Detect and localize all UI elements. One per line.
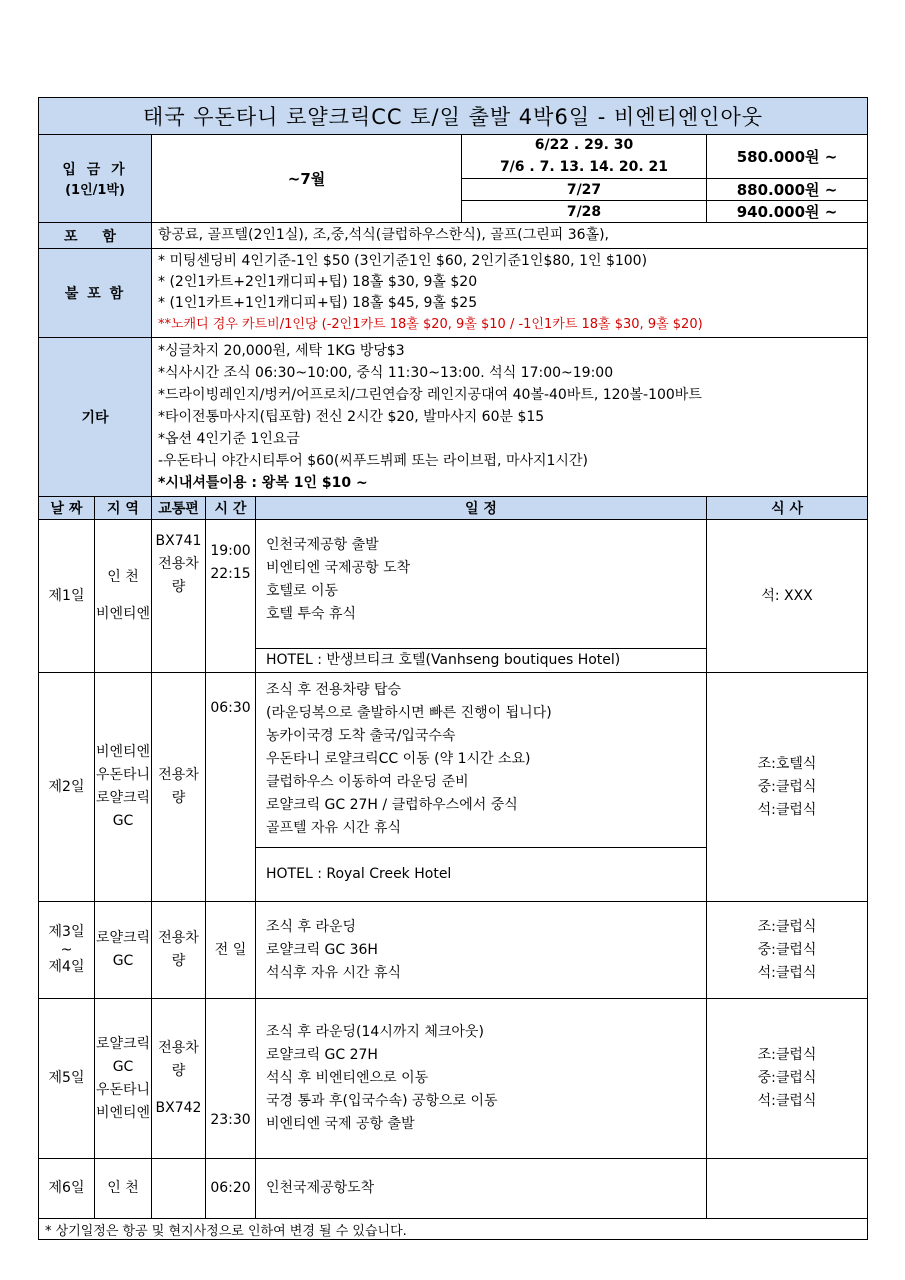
day2-date: 제2일: [39, 673, 95, 902]
day5-times: [206, 999, 256, 1159]
etc-line: *싱글차지 20,000원, 세탁 1KG 방당$3: [158, 343, 405, 359]
date-line: ~: [60, 942, 73, 958]
transport-line: BX741: [155, 533, 202, 549]
price-dates-1b: 7/6 . 7. 13. 14. 20. 21: [462, 157, 707, 179]
exclude-text: [152, 249, 868, 338]
price-label-sub: (1인/1박): [65, 183, 125, 198]
meal-line: 석:클럽식: [757, 1093, 817, 1109]
day1-times: [206, 520, 256, 673]
day2-hotel: HOTEL : Royal Creek Hotel: [256, 848, 707, 902]
region-line: GC: [112, 953, 134, 969]
region-line: 비엔티엔: [95, 606, 151, 622]
region-line: 로얄크릭: [95, 1035, 151, 1052]
time-line: 06:30: [210, 700, 251, 716]
transport-line: 량: [171, 790, 186, 806]
day3-meal: [707, 902, 868, 999]
price-dates-1: [462, 135, 707, 157]
transport-line: 전용차: [158, 930, 199, 946]
etc-line: *타이전통마사지(팁포함) 전신 2시간 $20, 발마사지 60분 $15: [158, 409, 545, 425]
schedule-item: 조식 후 라운딩(14시까지 체크아웃): [266, 1024, 484, 1040]
region-line: 우돈타니: [95, 1081, 151, 1098]
day3-transport: [152, 902, 206, 999]
itinerary-sheet: [38, 97, 867, 1240]
day3-items: [256, 902, 707, 999]
day2-meal: [707, 673, 868, 902]
day5-items: [256, 999, 707, 1159]
schedule-item: 조식 후 라운딩: [266, 918, 357, 935]
meal-line: 조:클럽식: [757, 1047, 817, 1063]
day5-transport: [152, 999, 206, 1159]
day6-date: 제6일: [39, 1159, 95, 1219]
day1-date: 제1일: [39, 520, 95, 673]
region-line: 로얄크릭: [95, 930, 151, 946]
region-line: 비엔티엔: [95, 1104, 151, 1121]
col-time: 시 간: [206, 497, 256, 520]
schedule-item: 농카이국경 도착 출국/입국수속: [266, 728, 456, 744]
time-line: 22:15: [210, 566, 251, 582]
day6-meal: [707, 1159, 868, 1219]
price-label-main: 입 금 가: [62, 162, 128, 178]
meal-line: 중:클럽식: [757, 941, 817, 958]
day2-transport: [152, 673, 206, 902]
col-date: 날 짜: [39, 497, 95, 520]
etc-line: *드라이빙레인지/벙커/어프로치/그린연습장 레인지공대여 40볼-40바트, 120볼-100바트: [158, 387, 702, 403]
day1-transport: [152, 520, 206, 673]
schedule-item: 로얄크릭 GC 36H: [266, 941, 378, 958]
day6-region: 인 천: [95, 1159, 152, 1219]
region-line: GC: [112, 813, 134, 829]
col-transport: 교통편: [152, 497, 206, 520]
day5-meal: [707, 999, 868, 1159]
day2-items: [256, 673, 707, 848]
meal-line: 석:클럽식: [757, 964, 817, 981]
day1-items: [256, 520, 707, 649]
schedule-item: 클럽하우스 이동하여 라운딩 준비: [266, 774, 469, 790]
region-line: 로얄크릭: [95, 790, 151, 806]
schedule-item: 인천국제공항 출발: [266, 537, 379, 553]
day5-region: [95, 999, 152, 1159]
day6-transport: [152, 1159, 206, 1219]
exclude-warning: **노캐디 경우 카트비/1인당 (-2인1카트 18홀 $20, 9홀 $10 / -1인1카트 18홀 $30, 9홀 $20): [158, 317, 703, 332]
exclude-line: * (1인1카트+1인1캐디피+팁) 18홀 $45, 9홀 $25: [158, 295, 478, 311]
etc-line: *식사시간 조식 06:30~10:00, 중식 11:30~13:00. 석식 17:00~19:00: [158, 365, 614, 381]
schedule-item: 로얄크릭 GC 27H / 클럽하우스에서 중식: [266, 797, 518, 813]
region-line: 비엔티엔: [95, 744, 151, 760]
schedule-item: 비엔티엔 국제공항 도착: [266, 560, 411, 576]
meal-line: 중:클럽식: [757, 1070, 817, 1086]
schedule-item: 골프텔 자유 시간 휴식: [266, 820, 402, 836]
schedule-item: (라운딩복으로 출발하시면 빠른 진행이 됩니다): [266, 705, 552, 721]
price-dates-3: 7/28: [462, 201, 707, 223]
schedule-item: 호텔로 이동: [266, 583, 339, 599]
day3-date: [39, 902, 95, 999]
transport-line: 전용차: [158, 556, 199, 572]
day3-times: 전 일: [206, 902, 256, 999]
transport-line: 량: [171, 953, 186, 969]
meal-line: 조:호텔식: [757, 755, 817, 772]
schedule-item: 석식 후 비엔티엔으로 이동: [266, 1070, 429, 1086]
schedule-item: 로얄크릭 GC 27H: [266, 1047, 378, 1063]
etc-shuttle: *시내셔틀이용 : 왕복 1인 $10 ~: [158, 475, 368, 491]
day2-times: [206, 673, 256, 902]
exclude-label: 불 포 함: [39, 249, 152, 338]
day2-region: [95, 673, 152, 902]
date-line: 제4일: [48, 959, 85, 975]
price-period: ~7월: [152, 135, 462, 223]
itinerary-table: [38, 97, 868, 1240]
schedule-item: 우돈타니 로얄크릭CC 이동 (약 1시간 소요): [266, 751, 531, 767]
exclude-line: * (2인1카트+2인1캐디피+팁) 18홀 $30, 9홀 $20: [158, 274, 478, 290]
page-title: 태국 우돈타니 로얄크릭CC 토/일 출발 4박6일 - 비엔티엔인아웃: [39, 98, 868, 135]
transport-line: 량: [171, 579, 186, 595]
schedule-item: 조식 후 전용차량 탑승: [266, 682, 402, 698]
transport-line: BX742: [155, 1100, 202, 1116]
schedule-item: 비엔티엔 국제 공항 출발: [266, 1116, 415, 1132]
price-amount-3: 940.000원 ~: [707, 201, 868, 223]
meal-line: 중:클럽식: [757, 778, 817, 795]
etc-label: 기타: [39, 338, 152, 497]
exclude-line: * 미팅센딩비 4인기준-1인 $50 (3인기준1인 $60, 2인기준1인$80, 1인 $100): [158, 253, 648, 269]
transport-line: 전용차: [158, 767, 199, 783]
time-line: 19:00: [210, 543, 251, 559]
region-line: 인 천: [107, 569, 139, 585]
schedule-item: 국경 통과 후(입국수속) 공항으로 이동: [266, 1093, 498, 1109]
etc-text: [152, 338, 868, 497]
price-date-line: 6/22 . 29. 30: [534, 137, 634, 154]
transport-line: 량: [171, 1063, 186, 1079]
price-dates-2: 7/27: [462, 179, 707, 201]
schedule-item: 석식후 자유 시간 휴식: [266, 964, 402, 981]
day1-hotel: HOTEL : 반생브티크 호텔(Vanhseng boutiques Hotel): [256, 649, 707, 673]
day6-items: 인천국제공항도착: [256, 1159, 707, 1219]
date-line: 제3일: [48, 924, 85, 940]
price-amount-2: 880.000원 ~: [707, 179, 868, 201]
day3-region: [95, 902, 152, 999]
col-region: 지 역: [95, 497, 152, 520]
time-line: 23:30: [210, 1112, 251, 1128]
price-amount-1: 580.000원 ~: [707, 135, 868, 179]
meal-line: 조:클럽식: [757, 918, 817, 935]
etc-line: -우돈타니 야간시티투어 $60(씨푸드뷔페 또는 라이브펍, 마사지1시간): [158, 453, 588, 469]
col-schedule: 일 정: [256, 497, 707, 520]
day1-meal: 석: XXX: [707, 520, 868, 673]
region-line: 우돈타니: [95, 767, 151, 783]
schedule-item: 호텔 투숙 휴식: [266, 606, 357, 622]
include-label: 포 함: [39, 223, 152, 249]
transport-line: 전용차: [158, 1040, 199, 1056]
meal-line: 석:클럽식: [757, 801, 817, 818]
region-line: GC: [112, 1058, 134, 1075]
day5-date: 제5일: [39, 999, 95, 1159]
etc-line: *옵션 4인기준 1인요금: [158, 431, 300, 447]
day6-times: 06:20: [206, 1159, 256, 1219]
col-meal: 식 사: [707, 497, 868, 520]
day1-region: [95, 520, 152, 673]
include-text: 항공료, 골프텔(2인1실), 조,중,석식(클럽하우스한식), 골프(그린피 36홀),: [152, 223, 868, 249]
price-label: [39, 135, 152, 223]
footer-note: * 상기일정은 항공 및 현지사정으로 인하여 변경 될 수 있습니다.: [39, 1219, 868, 1240]
